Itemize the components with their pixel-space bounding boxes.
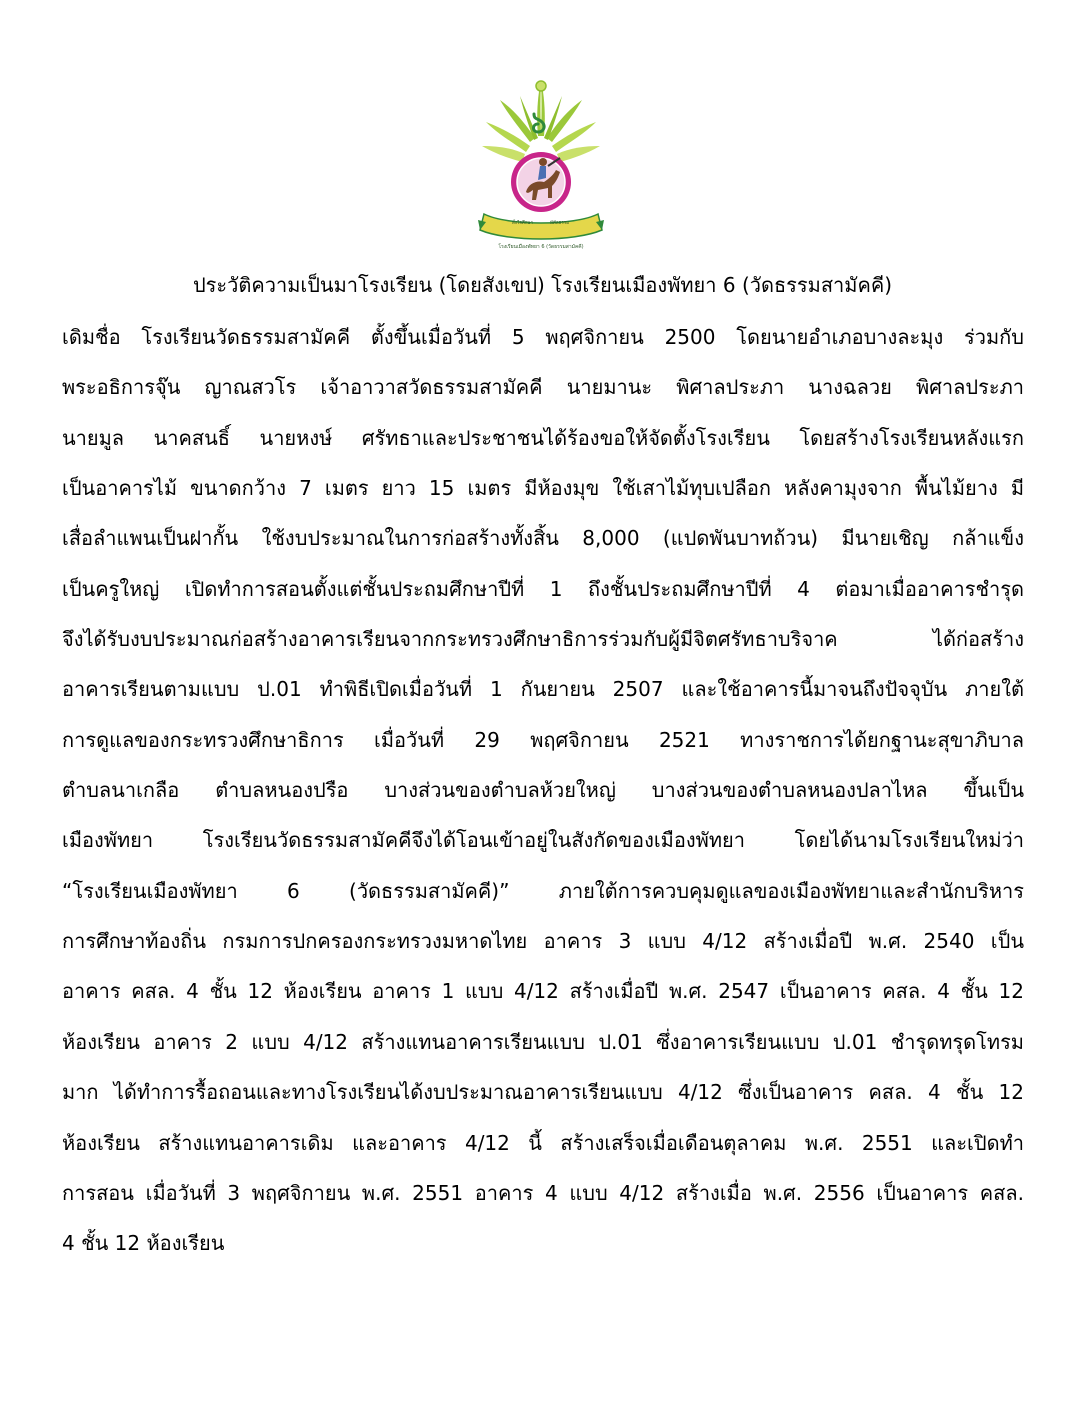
logo-motto-left: ตั้งใจศึกษา bbox=[512, 221, 534, 226]
paragraph-line: ตำบลนาเกลือ ตำบลหนองปรือ บางส่วนของตำบลห้วยใหญ่ บางส่วนของตำบลหนองปลาไหล ขึ้นเป็น bbox=[62, 778, 1024, 803]
paragraph-line: อาคาร คสล. 4 ชั้น 12 ห้องเรียน อาคาร 1 แบบ 4/12 สร้างเมื่อปี พ.ศ. 2547 เป็นอาคาร คสล. 4 ชั้น 12 bbox=[62, 979, 1024, 1004]
paragraph-line: การดูแลของกระทรวงศึกษาธิการ เมื่อวันที่ 29 พฤศจิกายน 2521 ทางราชการได้ยกฐานะสุขาภิบาล bbox=[62, 727, 1024, 752]
paragraph-line: จึงได้รับงบประมาณก่อสร้างอาคารเรียนจากกระทรวงศึกษาธิการร่วมกับผู้มีจิตศรัทธาบริจาค ได้ก่อสร้าง bbox=[62, 627, 1024, 652]
paragraph-line: พระอธิการจุ๊น ญาณสวโร เจ้าอาวาสวัดธรรมสามัคคี นายมานะ พิศาลประภา นางฉลวย พิศาลประภา bbox=[62, 375, 1024, 400]
logo-motto-right: มีศีลธรรม bbox=[550, 221, 570, 226]
logo-school-name: โรงเรียนเมืองพัทยา 6 (วัดธรรมสามัคคี) bbox=[498, 244, 584, 250]
paragraph-line: เป็นอาคารไม้ ขนาดกว้าง 7 เมตร ยาว 15 เมตร มีห้องมุข ใช้เสาไม้ทุบเปลือก หลังคามุงจาก พื้นไม้ยาง มี bbox=[62, 476, 1024, 501]
banner-ribbon bbox=[480, 214, 602, 239]
paragraph-line: นายมูล นาคสนธิ์ นายหงษ์ ศรัทธาและประชาชนได้ร้องขอให้จัดตั้งโรงเรียน โดยสร้างโรงเรียนหลังแรก bbox=[62, 425, 1024, 450]
paragraph-line: ห้องเรียน สร้างแทนอาคารเดิม และอาคาร 4/12 นี้ สร้างเสร็จเมื่อเดือนตุลาคม พ.ศ. 2551 และเปิดทำ bbox=[62, 1130, 1024, 1155]
paragraph-line: 4 ชั้น 12 ห้องเรียน bbox=[62, 1231, 225, 1256]
paragraph-line: เดิมชื่อ โรงเรียนวัดธรรมสามัคคี ตั้งขึ้นเมื่อวันที่ 5 พฤศจิกายน 2500 โดยนายอำเภอบางละมุง ร่วมกับ bbox=[62, 325, 1024, 349]
paragraph-line: เสื่อลำแพนเป็นฝากั้น ใช้งบประมาณในการก่อสร้างทั้งสิ้น 8,000 (แปดพันบาทถ้วน) มีนายเชิญ กล้าแข็ง bbox=[62, 526, 1024, 551]
paragraph-line: อาคารเรียนตามแบบ ป.01 ทำพิธีเปิดเมื่อวันที่ 1 กันยายน 2507 และใช้อาคารนี้มาจนถึงปัจจุบัน ภายใต้ bbox=[62, 677, 1024, 702]
paragraph-line: เมืองพัทยา โรงเรียนวัดธรรมสามัคคีจึงได้โอนเข้าอยู่ในสังกัดของเมืองพัทยา โดยได้นามโรงเรียนใหม่ว่า bbox=[62, 828, 1024, 853]
school-emblem-icon bbox=[478, 74, 604, 250]
paragraph-line: ห้องเรียน อาคาร 2 แบบ 4/12 สร้างแทนอาคารเรียนแบบ ป.01 ซึ่งอาคารเรียนแบบ ป.01 ชำรุดทรุดโทรม bbox=[62, 1029, 1024, 1054]
history-paragraph bbox=[62, 319, 1024, 1276]
school-logo bbox=[478, 74, 604, 250]
paragraph-line: การสอน เมื่อวันที่ 3 พฤศจิกายน พ.ศ. 2551 อาคาร 4 แบบ 4/12 สร้างเมื่อ พ.ศ. 2556 เป็นอาคาร คสล. bbox=[62, 1180, 1024, 1205]
paragraph-line: “โรงเรียนเมืองพัทยา 6 (วัดธรรมสามัคคี)” ภายใต้การควบคุมดูแลของเมืองพัทยาและสำนักบริหาร bbox=[62, 878, 1024, 903]
paragraph-line: มาก ได้ทำการรื้อถอนและทางโรงเรียนได้งบประมาณอาคารเรียนแบบ 4/12 ซึ่งเป็นอาคาร คสล. 4 ชั้น 12 bbox=[62, 1080, 1024, 1105]
paragraph-line: เป็นครูใหญ่ เปิดทำการสอนตั้งแต่ชั้นประถมศึกษาปีที่ 1 ถึงชั้นประถมศึกษาปีที่ 4 ต่อมาเมื่ออาคารชำรุด bbox=[62, 576, 1024, 601]
document-title: ประวัติความเป็นมาโรงเรียน (โดยสังเขป) โรงเรียนเมืองพัทยา 6 (วัดธรรมสามัคคี) bbox=[192, 273, 893, 297]
paragraph-line: การศึกษาท้องถิ่น กรมการปกครองกระทรวงมหาดไทย อาคาร 3 แบบ 4/12 สร้างเมื่อปี พ.ศ. 2540 เป็น bbox=[62, 929, 1024, 954]
